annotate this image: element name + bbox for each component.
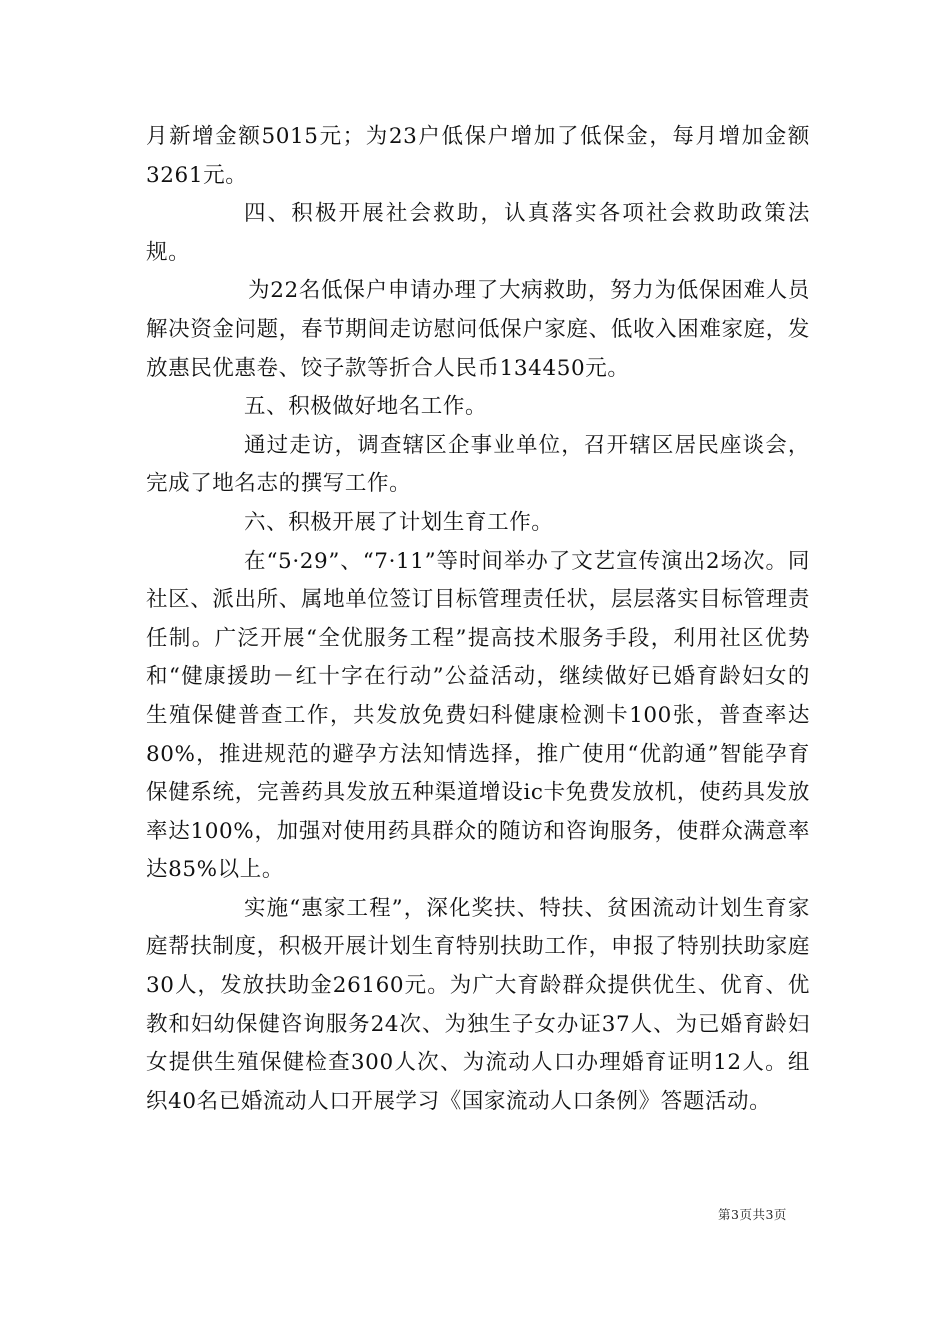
paragraph-place-names: 通过走访，调查辖区企事业单位，召开辖区居民座谈会，完成了地名志的撰写工作。 — [146, 432, 810, 497]
paragraph-family-planning: 在“5·29”、“7·11”等时间举办了文艺宣传演出2场次。同社区、派出所、属地单位签订目标管理责任状，层层落实目标管理责任制。广泛开展“全优服务工程”提高技术服务手段，利用社区优势和“健康援助－红十字在行动”公益活动，继续做好已婚育龄妇女的生殖保健普查工作，共发放免费妇科健康检测卡100张，普查率达80%，推进规范的避孕方法知情选择，推广使用“优韵通”智能孕育保健系统，完善药具发放五种渠道增设ic卡免费发放机，使药具发放率达100%，加强对使用药具群众的随访和咨询服务，使群众满意率达85%以上。 — [146, 548, 810, 883]
section-heading-place-names: 五、积极做好地名工作。 — [244, 394, 488, 420]
section-heading-family-planning: 六、积极开展了计划生育工作。 — [244, 509, 554, 535]
paragraph-family-support: 实施“惠家工程”，深化奖扶、特扶、贫困流动计划生育家庭帮扶制度，积极开展计划生育特别扶助工作，申报了特别扶助家庭30人，发放扶助金26160元。为广大育龄群众提供优生、优育、优教和妇幼保健咨询服务24次、为独生子女办证37人、为已婚育龄妇女提供生殖保健检查300人次、为流动人口办理婚育证明12人。组织40名已婚流动人口开展学习《国家流动人口条例》答题活动。 — [146, 895, 810, 1114]
document-body — [146, 118, 810, 1121]
paragraph-continuation: 月新增金额5015元；为23户低保户增加了低保金，每月增加金额3261元。 — [146, 124, 810, 188]
page-number-footer: 第3页共3页 — [718, 1207, 787, 1222]
paragraph-social-assistance: 为22名低保户申请办理了大病救助，努力为低保困难人员解决资金问题，春节期间走访慰问低保户家庭、低收入困难家庭，发放惠民优惠卷、饺子款等折合人民币134450元。 — [146, 278, 810, 381]
section-heading-social-assistance: 四、积极开展社会救助，认真落实各项社会救助政策法规。 — [146, 201, 810, 265]
